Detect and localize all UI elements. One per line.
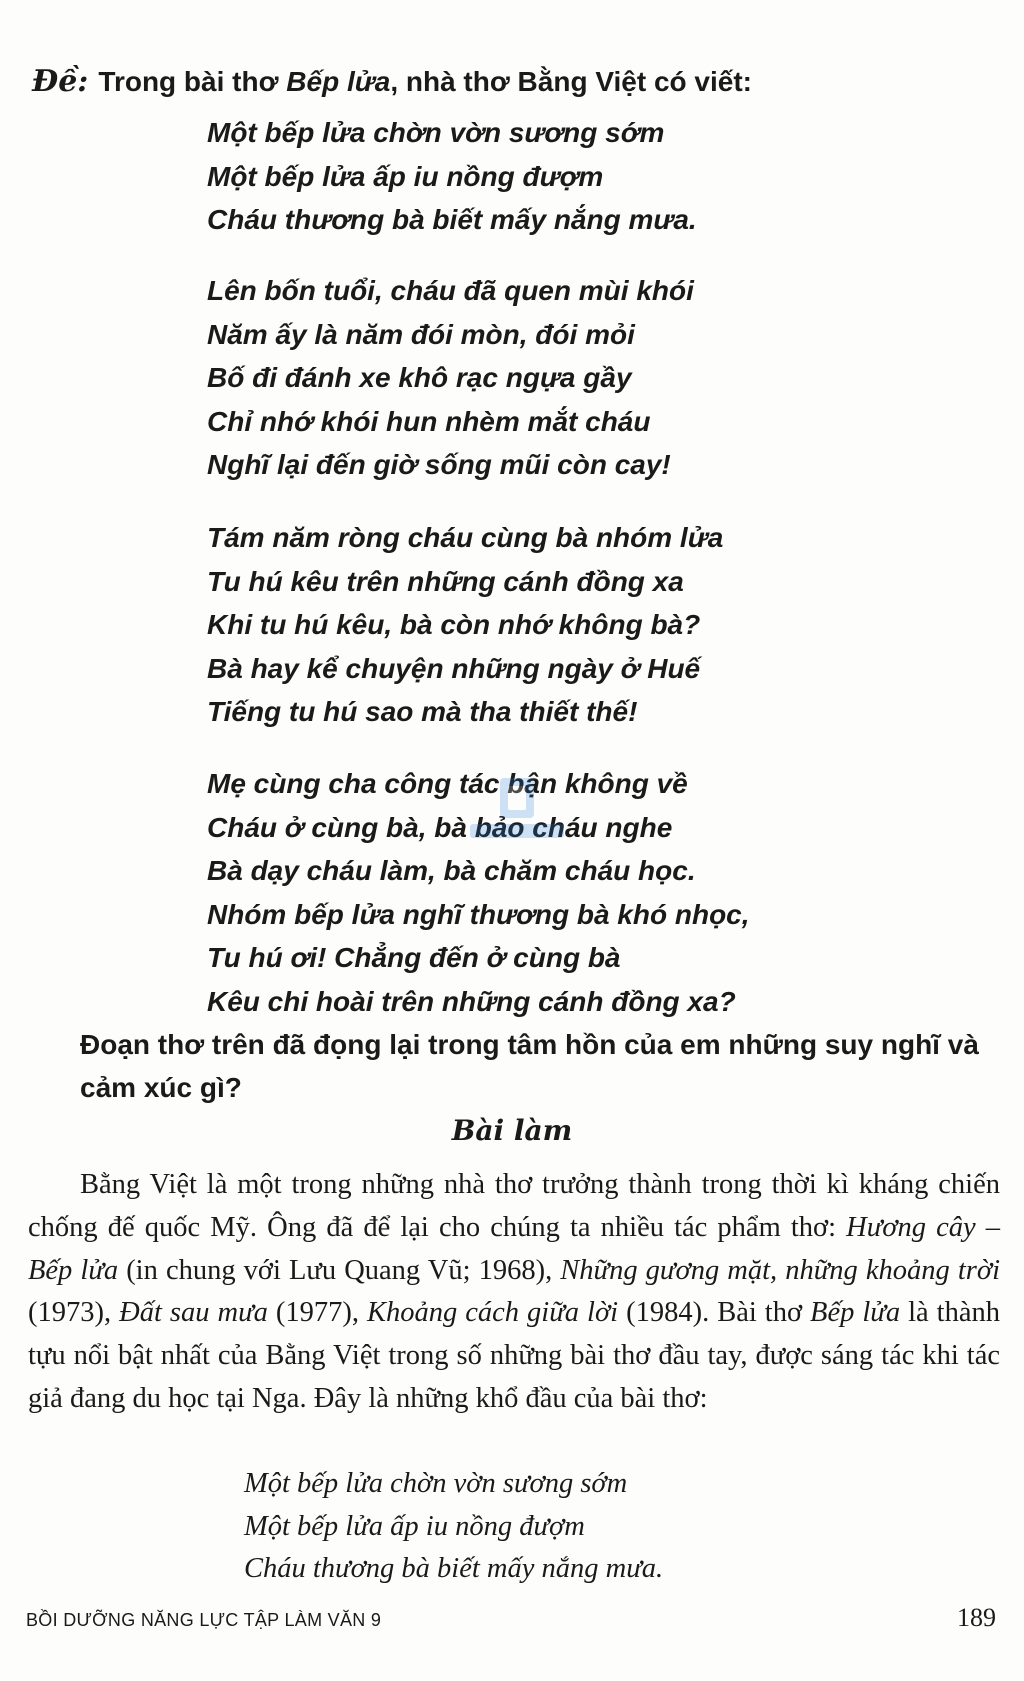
prompt-label: Đề: <box>32 64 89 99</box>
work-title: Hương cây – Bếp lửa <box>28 1211 1000 1286</box>
poem-line: Mẹ cùng cha công tác bận không về <box>207 768 688 799</box>
poem-stanza-1 <box>207 111 697 242</box>
prompt-line <box>32 64 752 99</box>
poem-line: Nhóm bếp lửa nghĩ thương bà khó nhọc, <box>207 898 750 930</box>
work-title: Bếp lửa <box>810 1297 901 1329</box>
quote-line: Một bếp lửa ấp iu nồng đượm <box>244 1510 585 1542</box>
page-number: 189 <box>957 1603 996 1632</box>
poem-line: Tu hú ơi! Chẳng đến ở cùng bà <box>207 942 621 974</box>
essay-text: (in chung với Lưu Quang Vũ; 1968), <box>118 1254 561 1286</box>
poem-line: Nghĩ lại đến giờ sống mũi còn cay! <box>207 449 671 481</box>
essay-text: (1984). Bài thơ <box>618 1297 811 1329</box>
poem-line: Tu hú kêu trên những cánh đồng xa <box>207 565 684 597</box>
poem-stanza-3 <box>207 516 723 734</box>
essay-text: là thành tựu nổi bật nhất của Bằng Việt trong số những bài thơ đầu tay, được sáng tác khi tác giả đang du học tại Nga. Đây là những khổ đầu của bài thơ: <box>28 1297 1000 1414</box>
essay-text: (1977), <box>267 1297 367 1329</box>
quote-line: Cháu thương bà biết mấy nắng mưa. <box>244 1553 664 1585</box>
essay-paragraph <box>28 1164 1000 1421</box>
essay-text: (1973), <box>28 1297 120 1329</box>
essay-text: Bằng Việt là một trong những nhà thơ trưởng thành trong thời kì kháng chiến chống đế quốc Mỹ. Ông đã để lại cho chúng ta nhiều tác phẩm thơ: <box>28 1169 1000 1243</box>
poem-line: Một bếp lửa chờn vờn sương sớm <box>207 117 665 148</box>
watermark-logo-bar <box>470 824 564 838</box>
poem-line: Chỉ nhớ khói hun nhèm mắt cháu <box>207 405 651 437</box>
poem-line: Bà dạy cháu làm, bà chăm cháu học. <box>207 855 696 887</box>
quote-line: Một bếp lửa chờn vờn sương sớm <box>244 1468 628 1499</box>
poem-line: Cháu thương bà biết mấy nắng mưa. <box>207 204 697 236</box>
quoted-stanza <box>244 1463 663 1591</box>
poem-line: Lên bốn tuổi, cháu đã quen mùi khói <box>207 275 694 306</box>
poem-line: Kêu chi hoài trên những cánh đồng xa? <box>207 985 736 1017</box>
poem-line: Năm ấy là năm đói mòn, đói mỏi <box>207 318 635 350</box>
footer-book-title: BỒI DƯỠNG NĂNG LỰC TẬP LÀM VĂN 9 <box>26 1610 382 1630</box>
prompt-text-after: , nhà thơ Bằng Việt có viết: <box>390 66 752 97</box>
prompt-poem-title: Bếp lửa <box>286 66 391 97</box>
work-title: Những gương mặt, những khoảng trời <box>560 1254 1000 1286</box>
essay-title: Bài làm <box>451 1114 573 1147</box>
prompt-text-before: Trong bài thơ <box>98 66 287 97</box>
work-title: Khoảng cách giữa lời <box>366 1297 619 1329</box>
poem-line: Tám năm ròng cháu cùng bà nhóm lửa <box>207 522 724 553</box>
poem-stanza-2 <box>207 269 694 487</box>
poem-line: Một bếp lửa ấp iu nồng đượm <box>207 160 604 192</box>
poem-line: Tiếng tu hú sao mà tha thiết thế! <box>207 696 638 728</box>
work-title: Đất sau mưa <box>119 1297 268 1329</box>
poem-line: Khi tu hú kêu, bà còn nhớ không bà? <box>207 609 701 641</box>
poem-line: Bà hay kể chuyện những ngày ở Huế <box>207 652 701 684</box>
poem-line: Cháu ở cùng bà, bà bảo cháu nghe <box>207 811 673 843</box>
poem-line: Bố đi đánh xe khô rạc ngựa gầy <box>207 362 632 394</box>
question-text: Đoạn thơ trên đã đọng lại trong tâm hồn của em những suy nghĩ và cảm xúc gì? <box>80 1029 979 1103</box>
watermark-logo-icon <box>462 772 572 860</box>
